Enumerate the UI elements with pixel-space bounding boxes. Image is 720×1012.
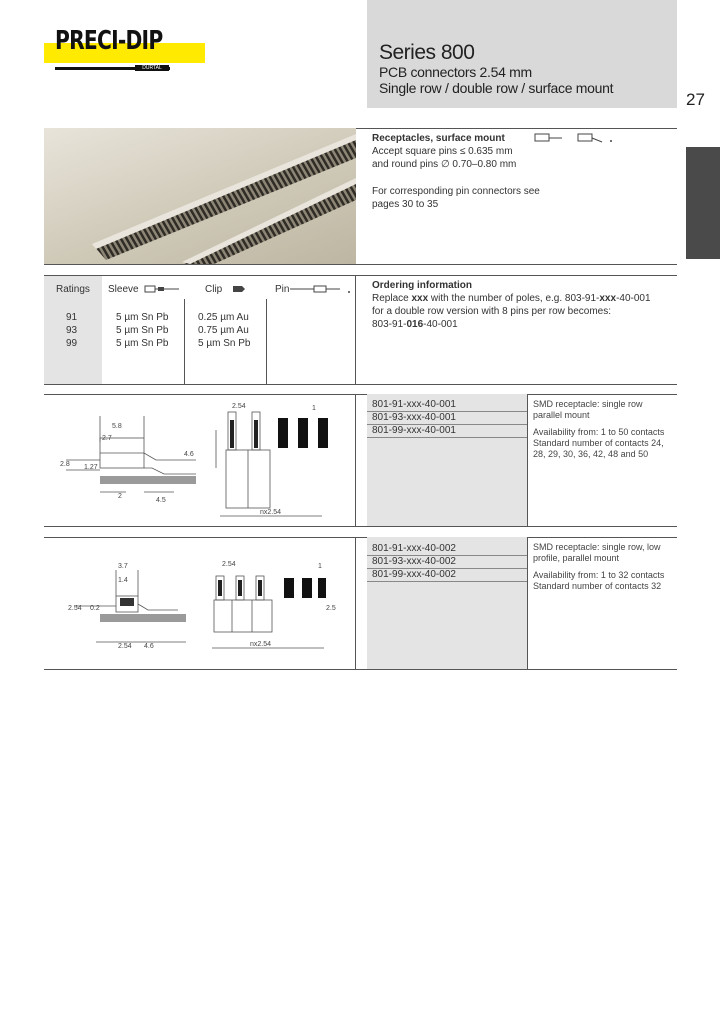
clip-value: 0.75 µm Au: [198, 325, 249, 336]
dim-label: 2.54: [118, 643, 132, 650]
clip-icon: [232, 284, 246, 294]
ordering-title: Ordering information: [372, 280, 472, 291]
divider: [355, 537, 356, 669]
product-code: 801-99-xxx-40-002: [372, 569, 456, 580]
section-tab: [686, 147, 720, 259]
product-code: 801-93-xxx-40-002: [372, 556, 456, 567]
dim-label: 2.54: [232, 403, 246, 410]
dim-label: 4.6: [184, 451, 194, 458]
dim-label: 1.4: [118, 577, 128, 584]
product-availability: 28, 29, 30, 36, 42, 48 and 50: [533, 449, 649, 459]
header-subtitle-2: Single row / double row / surface mount: [379, 80, 614, 96]
clip-value: 5 µm Sn Pb: [198, 338, 251, 349]
front-view-drawing-low-profile: [206, 556, 346, 656]
product-desc: profile, parallel mount: [533, 553, 620, 563]
dim-label: 1: [312, 405, 316, 412]
product-code: 801-99-xxx-40-001: [372, 425, 456, 436]
side-view-drawing: [56, 398, 206, 520]
product-desc: parallel mount: [533, 410, 590, 420]
receptacles-line: Accept square pins ≤ 0.635 mm: [372, 146, 513, 157]
side-view-drawing-low-profile: [56, 556, 196, 656]
ordering-line-1: Replace xxx with the number of poles, e.g. 803-91-xxx-40-001: [372, 293, 651, 304]
dim-label: 2.7: [102, 435, 112, 442]
dim-label: 5.8: [112, 423, 122, 430]
product-desc: SMD receptacle: single row, low: [533, 542, 661, 552]
logo-subtitle: DURTAL: [135, 65, 169, 71]
divider: [44, 669, 677, 670]
divider: [367, 437, 527, 438]
receptacles-note: For corresponding pin connectors see: [372, 186, 540, 197]
rating-code: 91: [66, 312, 78, 323]
clip-header: Clip: [205, 284, 223, 295]
divider: [44, 526, 677, 527]
dim-label: 2.54: [222, 561, 236, 568]
front-view-drawing: [212, 398, 352, 522]
divider: [266, 299, 267, 384]
product-code: 801-93-xxx-40-001: [372, 412, 456, 423]
divider: [44, 264, 677, 265]
divider: [355, 275, 356, 384]
product-availability: Availability from: 1 to 50 contacts: [533, 427, 665, 437]
clip-value: 0.25 µm Au: [198, 312, 249, 323]
rating-code: 99: [66, 338, 78, 349]
sleeve-value: 5 µm Sn Pb: [116, 338, 169, 349]
product-availability: Standard number of contacts 32: [533, 581, 662, 591]
product-code: 801-91-xxx-40-002: [372, 543, 456, 554]
divider: [527, 394, 528, 526]
header-subtitle-1: PCB connectors 2.54 mm: [379, 64, 532, 80]
ordering-line-3: 803-91-016-40-001: [372, 319, 458, 330]
product-photo: [44, 128, 356, 264]
pin-header: Pin: [275, 284, 290, 295]
dim-label: nx2.54: [260, 509, 282, 516]
receptacle-symbol-icon: [534, 133, 614, 145]
divider: [44, 384, 677, 385]
page-number: 27: [686, 90, 705, 109]
dim-label: 2: [118, 493, 122, 500]
dim-label: 2.5: [326, 605, 336, 612]
dim-label: 2.8: [60, 461, 70, 468]
rating-code: 93: [66, 325, 78, 336]
product-desc: SMD receptacle: single row: [533, 399, 643, 409]
dim-label: 0.2: [90, 605, 100, 612]
divider: [355, 394, 356, 526]
ordering-line-2: for a double row version with 8 pins per row becomes:: [372, 306, 612, 317]
dim-label: 2.54: [68, 605, 82, 612]
divider: [367, 581, 527, 582]
ratings-header: Ratings: [56, 284, 90, 295]
pin-icon: [290, 284, 352, 294]
divider: [44, 275, 677, 276]
divider: [44, 537, 677, 538]
product-code: 801-91-xxx-40-001: [372, 399, 456, 410]
receptacles-line: and round pins ∅ 0.70–0.80 mm: [372, 159, 517, 170]
receptacles-title: Receptacles, surface mount: [372, 133, 505, 144]
logo: PRECI-DIP: [55, 26, 163, 56]
divider: [184, 299, 185, 384]
dim-label: 1.27: [84, 464, 98, 471]
dim-label: 4.6: [144, 643, 154, 650]
series-title: Series 800: [379, 41, 475, 64]
dim-label: nx2.54: [250, 641, 272, 648]
product-availability: Standard number of contacts 24,: [533, 438, 664, 448]
divider: [527, 537, 528, 669]
sleeve-value: 5 µm Sn Pb: [116, 312, 169, 323]
receptacles-note: pages 30 to 35: [372, 199, 439, 210]
divider: [44, 394, 677, 395]
dim-label: 4.5: [156, 497, 166, 504]
dim-label: 1: [318, 563, 322, 570]
sleeve-icon: [144, 284, 180, 294]
sleeve-header: Sleeve: [108, 284, 139, 295]
sleeve-value: 5 µm Sn Pb: [116, 325, 169, 336]
dim-label: 3.7: [118, 563, 128, 570]
product-availability: Availability from: 1 to 32 contacts: [533, 570, 665, 580]
